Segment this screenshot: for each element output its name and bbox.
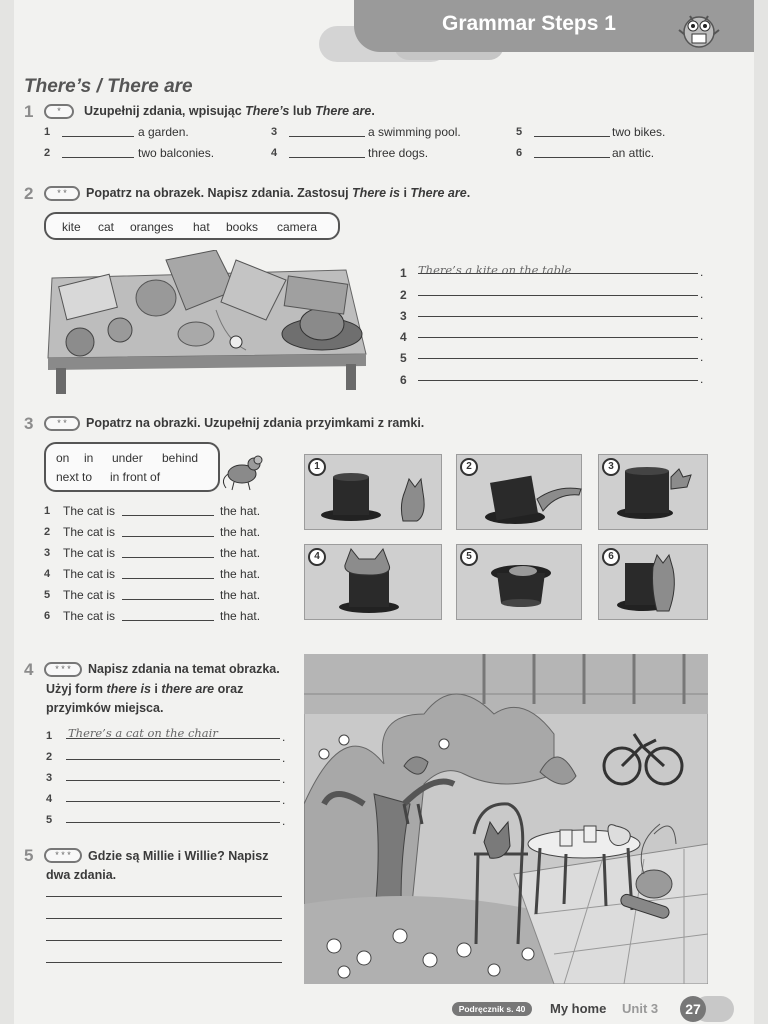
item-number: 2 (44, 526, 51, 538)
item-number: 6 (516, 147, 523, 159)
mouse-icon (220, 450, 276, 494)
picture-number: 3 (602, 458, 620, 476)
sentence-start: The cat is (63, 504, 116, 518)
picture-number: 5 (460, 548, 478, 566)
line-number: 1 (46, 730, 53, 742)
word-box-item: under (112, 451, 143, 465)
word-box-item: oranges (130, 220, 174, 234)
answer-blank[interactable] (62, 125, 134, 137)
item-text: an attic. (612, 146, 655, 160)
exercise-number: 2 (24, 184, 34, 203)
answer-line[interactable] (418, 284, 698, 296)
exercise-instruction: Popatrz na obrazki. Uzupełnij zdania przyimkami z ramki. (86, 416, 425, 430)
item-text: a garden. (138, 125, 189, 139)
answer-line[interactable] (46, 885, 282, 897)
exercise-number: 3 (24, 414, 34, 433)
sentence-start: The cat is (63, 525, 116, 539)
item-number: 6 (44, 610, 51, 622)
picture-number: 6 (602, 548, 620, 566)
line-number: 5 (46, 814, 53, 826)
word-box-item: cat (98, 220, 115, 234)
word-box-item: kite (62, 220, 81, 234)
sentence-end: the hat. (220, 504, 261, 518)
answer-line[interactable] (46, 907, 282, 919)
item-number: 2 (44, 147, 51, 159)
answer-blank[interactable] (122, 567, 214, 579)
answer-line[interactable] (66, 790, 280, 802)
line-number: 1 (400, 266, 407, 280)
answer-blank[interactable] (534, 125, 610, 137)
word-box-item: books (226, 220, 259, 234)
answer-blank[interactable] (122, 546, 214, 558)
sentence-end: the hat. (220, 588, 261, 602)
table-illustration (46, 250, 374, 396)
line-number: 5 (400, 351, 407, 365)
unit-title: My home (550, 1001, 607, 1016)
answer-line[interactable] (66, 811, 280, 823)
difficulty-badge: * (44, 104, 74, 119)
answer-line[interactable] (46, 929, 282, 941)
picture-number: 1 (308, 458, 326, 476)
exercise-instruction: Gdzie są Millie i Willie? Napisz (88, 849, 269, 863)
exercise-instruction: dwa zdania. (46, 868, 117, 882)
item-text: three dogs. (368, 146, 429, 160)
line-number: 3 (46, 772, 53, 784)
word-box-item: next to (56, 470, 93, 484)
exercise-number: 4 (24, 660, 34, 679)
answer-line[interactable] (418, 369, 698, 381)
answer-blank[interactable] (534, 146, 610, 158)
exercise-number: 1 (24, 102, 34, 121)
coursebook-reference-badge: Podręcznik s. 40 (452, 1002, 532, 1016)
sentence-start: The cat is (63, 588, 116, 602)
line-number: 4 (46, 793, 53, 805)
line-number: 4 (400, 330, 407, 344)
sentence-start: The cat is (63, 609, 116, 623)
picture-number: 2 (460, 458, 478, 476)
answer-blank[interactable] (122, 609, 214, 621)
item-number: 4 (44, 568, 51, 580)
word-box-item: in front of (110, 470, 161, 484)
unit-label: Unit 3 (622, 1001, 659, 1016)
item-number: 3 (44, 547, 51, 559)
item-number: 1 (44, 505, 51, 517)
word-box-item: in (84, 451, 94, 465)
answer-line[interactable] (418, 326, 698, 338)
exercise-instruction: Uzupełnij zdania, wpisując There’s lub There are. (84, 104, 375, 118)
item-text: two balconies. (138, 146, 215, 160)
exercise-number: 5 (24, 846, 34, 865)
sentence-end: the hat. (220, 567, 261, 581)
item-text: two bikes. (612, 125, 666, 139)
word-box-item: camera (277, 220, 318, 234)
example-answer: There’s a kite on the table (418, 263, 572, 277)
sentence-end: the hat. (220, 546, 261, 560)
item-number: 3 (271, 126, 278, 138)
answer-line[interactable] (418, 347, 698, 359)
preposition-box (44, 442, 220, 492)
answer-line[interactable] (46, 951, 282, 963)
item-number: 5 (44, 589, 51, 601)
line-number: 3 (400, 309, 407, 323)
answer-line[interactable] (66, 769, 280, 781)
item-number: 1 (44, 126, 51, 138)
exercise-instruction: Użyj form there is i there are oraz (46, 682, 244, 696)
garden-illustration (304, 654, 708, 984)
sentence-start: The cat is (63, 567, 116, 581)
line-number: 2 (400, 288, 407, 302)
word-box-item: behind (162, 451, 199, 465)
answer-line[interactable] (66, 748, 280, 760)
answer-blank[interactable] (122, 525, 214, 537)
difficulty-badge: * * (44, 416, 80, 431)
answer-blank[interactable] (289, 146, 365, 158)
answer-line[interactable] (418, 305, 698, 317)
picture-number: 4 (308, 548, 326, 566)
sentence-start: The cat is (63, 546, 116, 560)
item-number: 5 (516, 126, 523, 138)
difficulty-badge: * * (44, 186, 80, 201)
line-number: 2 (46, 751, 53, 763)
difficulty-badge: * * * (44, 662, 82, 677)
answer-blank[interactable] (62, 146, 134, 158)
section-title: There’s / There are (24, 76, 193, 97)
workbook-page: Grammar Steps 1 There’s / There are 1 * Uzupełnij zdania, wpisując There’s lub There are. 1 a garden. 2 two balconies. 3 a swimming pool. 4 three dogs. 5 two bikes. 6 an attic. 2 * * Popatrz na obrazek. Napisz zdania. Zastosuj There is i There are. kite cat oranges hat books camera 1 There’s a kite on the table . 2 . 3 . 4 . 5 . 6 . 3 * * Popatrz na obrazki. Uzupełnij zdania przyimkami z ramki. on in under behind next to in front of 1 The cat is the hat. 2 The cat is the hat. 3 The cat is the hat. 4 The cat is the hat. 5 The cat is the hat. 6 The cat is the hat. 1 2 3 4 5 6 4 * * * Napisz zdania na temat obrazka. Użyj form there is i there are oraz przyimków miejsca. 1 There’s a cat on the chair . 2 . 3 . 4 . 5 . 5 * * * Gdzie są Millie i Willie? Napisz dwa zdania. Podręcznik s. 40 My home Unit 3 27 (14, 0, 754, 1024)
sentence-end: the hat. (220, 525, 261, 539)
page-title: Grammar Steps 1 (442, 12, 616, 35)
page-number: 27 (680, 996, 706, 1022)
monster-mascot-icon (676, 10, 722, 50)
item-text: a swimming pool. (368, 125, 461, 139)
word-box-item: hat (193, 220, 210, 234)
answer-line[interactable] (66, 727, 280, 739)
difficulty-badge: * * * (44, 848, 82, 863)
line-number: 6 (400, 373, 407, 387)
exercise-instruction: Popatrz na obrazek. Napisz zdania. Zastosuj There is i There are. (86, 186, 471, 200)
answer-blank[interactable] (122, 588, 214, 600)
example-answer: There’s a cat on the chair (68, 726, 218, 740)
answer-line[interactable] (418, 262, 698, 274)
item-number: 4 (271, 147, 278, 159)
word-box-item: on (56, 451, 70, 465)
sentence-end: the hat. (220, 609, 261, 623)
answer-blank[interactable] (122, 504, 214, 516)
exercise-instruction: Napisz zdania na temat obrazka. (88, 662, 280, 676)
answer-blank[interactable] (289, 125, 365, 137)
exercise-instruction: przyimków miejsca. (46, 701, 164, 715)
